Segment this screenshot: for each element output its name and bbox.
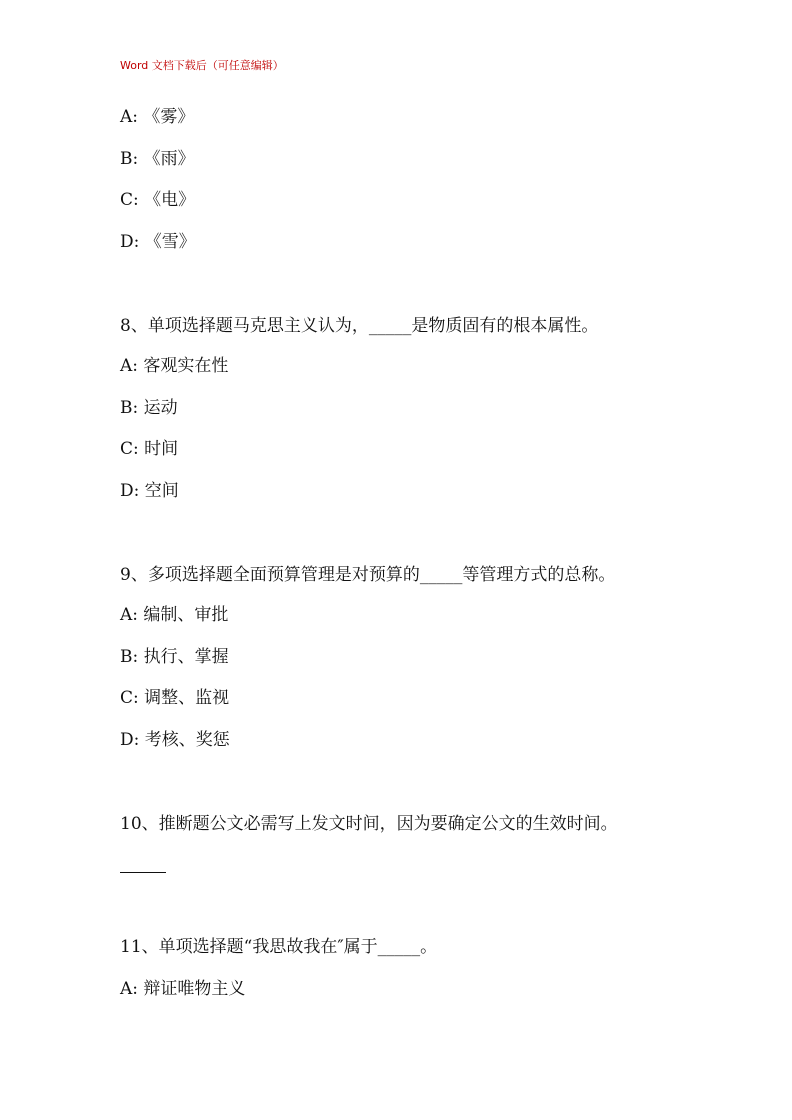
- q11-stem: 11、单项选择题“我思故我在″属于_____。: [120, 937, 438, 957]
- q9-option-b: B: 执行、掌握: [120, 647, 229, 667]
- q8-option-c: C: 时间: [120, 439, 179, 459]
- q8-option-a: A: 客观实在性: [120, 356, 229, 376]
- q8-option-b: B: 运动: [120, 398, 178, 418]
- q7-option-a: A: 《雾》: [120, 107, 195, 127]
- page-header: Word 文档下载后（可任意编辑）: [120, 59, 284, 72]
- q8-stem: 8、单项选择题马克思主义认为，_____是物质固有的根本属性。: [120, 316, 599, 336]
- q10-stem: 10、推断题公文必需写上发文时间，因为要确定公文的生效时间。: [120, 814, 618, 834]
- q9-stem: 9、多项选择题全面预算管理是对预算的_____等管理方式的总称。: [120, 565, 616, 585]
- q9-option-d: D: 考核、奖惩: [120, 730, 230, 750]
- q9-option-a: A: 编制、审批: [120, 605, 229, 625]
- q7-option-c: C: 《电》: [120, 190, 196, 210]
- q11-option-a: A: 辩证唯物主义: [120, 979, 246, 999]
- q8-option-d: D: 空间: [120, 481, 179, 501]
- q7-option-b: B: 《雨》: [120, 149, 195, 169]
- q9-option-c: C: 调整、监视: [120, 688, 230, 708]
- answer-blank-line: [120, 872, 166, 873]
- q7-option-d: D: 《雪》: [120, 232, 196, 252]
